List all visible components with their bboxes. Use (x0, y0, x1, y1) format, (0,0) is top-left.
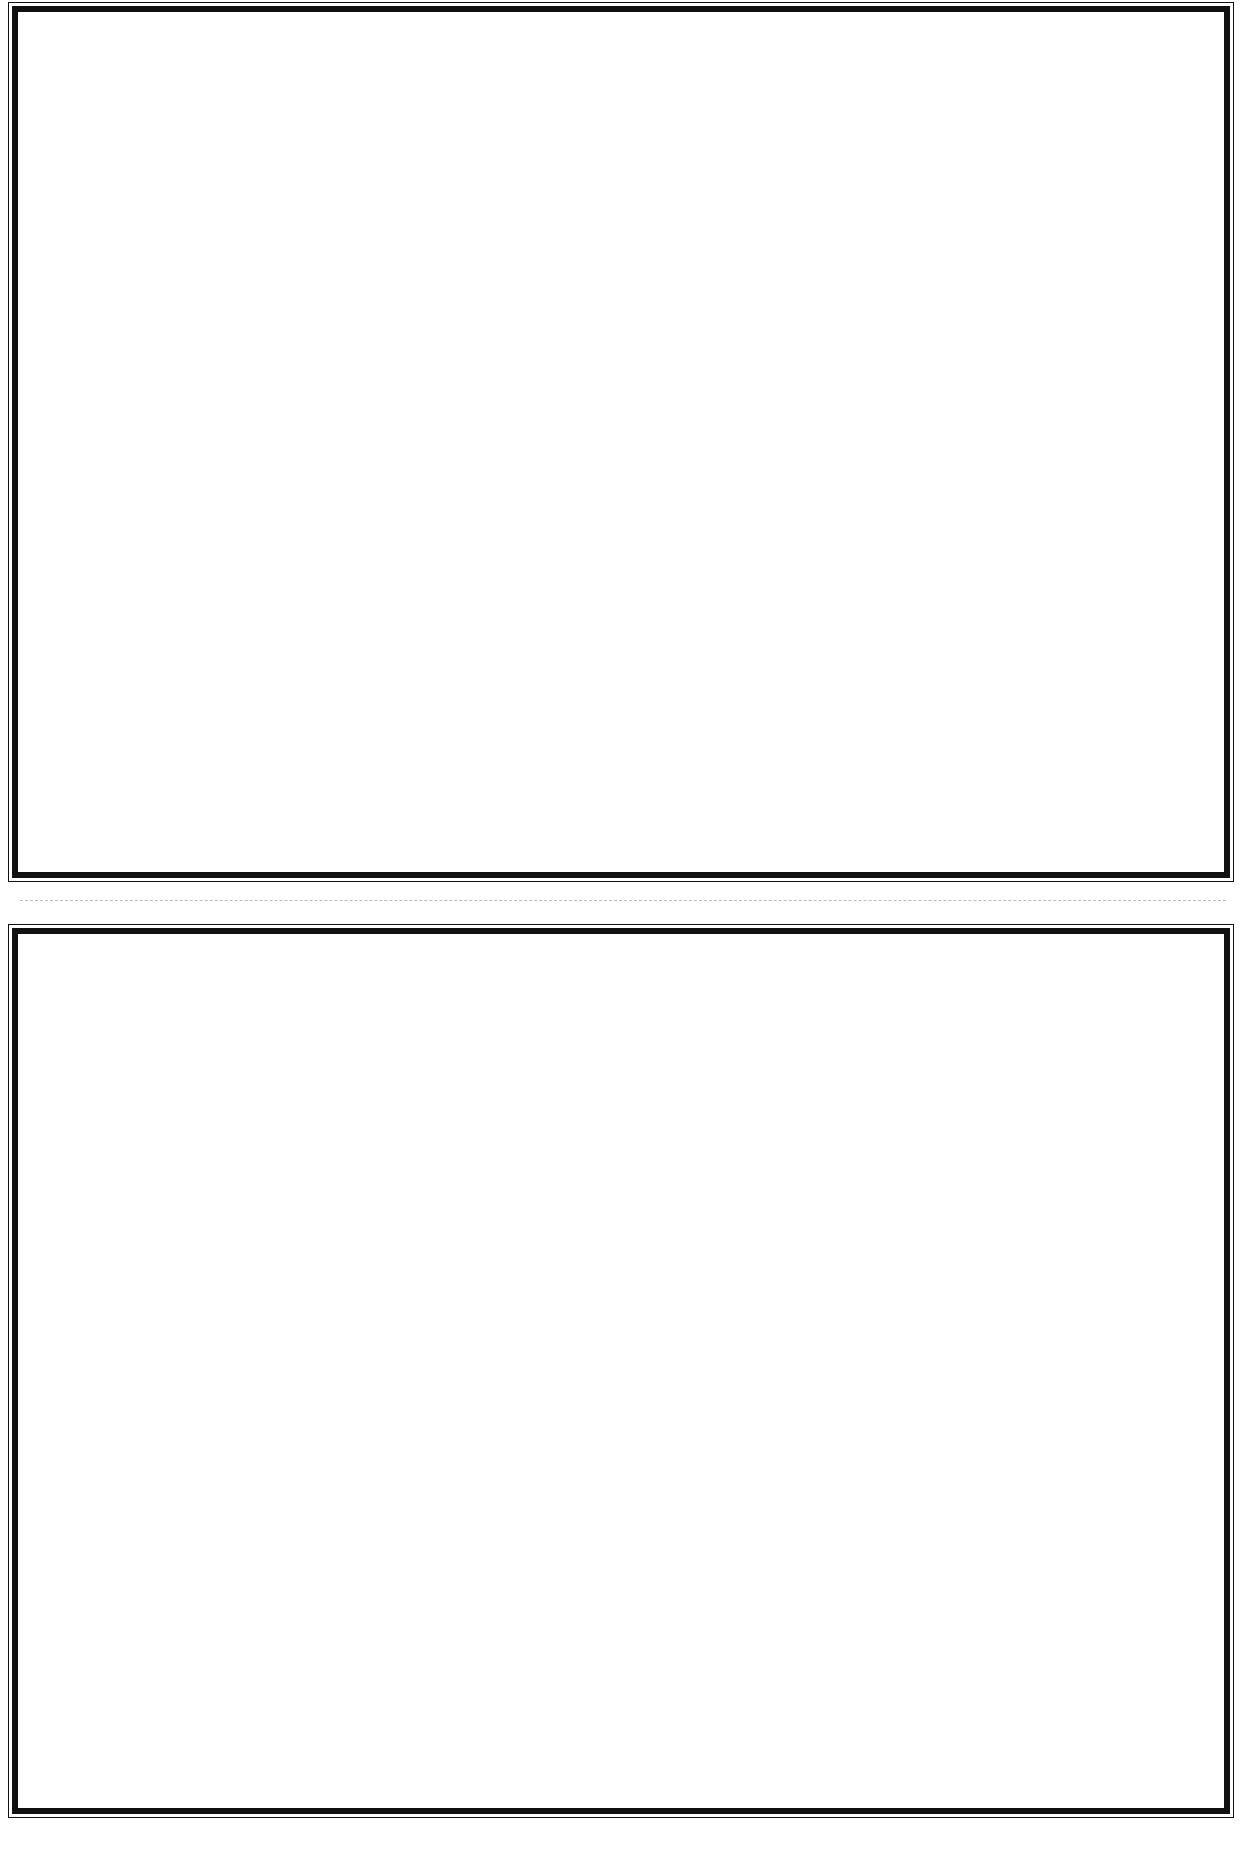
bottom-page-panel (12, 928, 1230, 1814)
bottom-columns (18, 934, 1224, 1808)
page-divider (20, 900, 1226, 902)
top-page-panel (12, 6, 1230, 878)
top-columns (18, 12, 1224, 872)
